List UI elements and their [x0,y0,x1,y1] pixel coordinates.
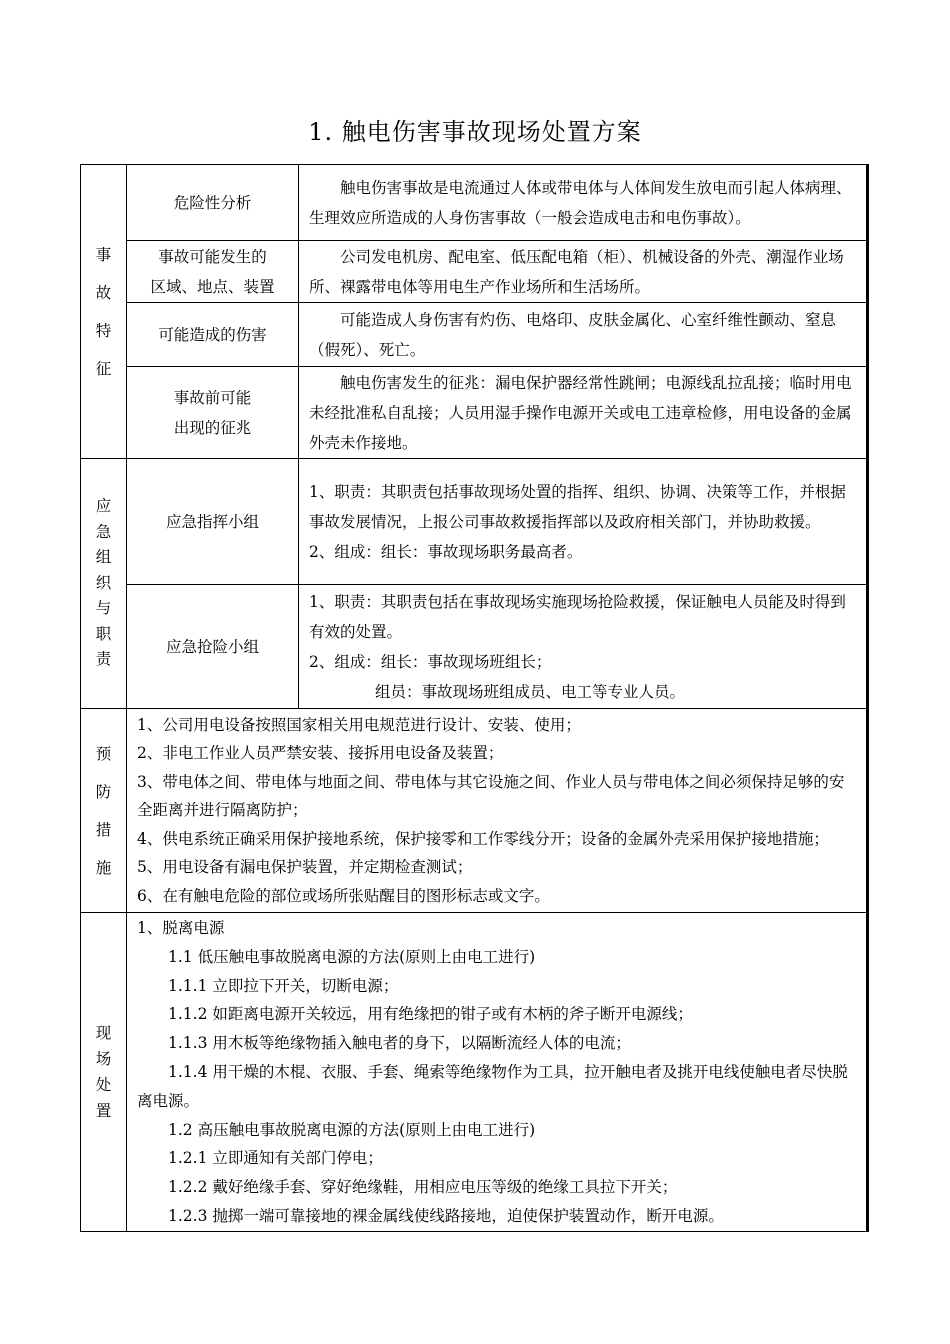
table-row [81,585,868,709]
table-row [81,459,868,585]
row-content [299,585,868,709]
members-text: 2、组成：组长：事故现场班组长； [309,652,552,671]
row-label: 危险性分析 [127,165,299,241]
list-item: 1.1.3 用木板等绝缘物插入触电者的身下，以隔断流经人体的电流； [168,1034,631,1053]
table-row [81,165,868,241]
onsite-steps [137,914,856,1231]
command-group-block [309,477,856,567]
list-item: 1.2.2 戴好绝缘手套、穿好绝缘鞋，用相应电压等级的绝缘工具拉下开关； [168,1178,678,1197]
category-prevention [81,709,127,913]
list-item: 1.1.4 用干燥的木棍、衣服、手套、绳索等绝缘物作为工具，拉开触电者及挑开电线使触电者尽快脱离电源。 [137,1062,848,1110]
list-item: 1.1.1 立即拉下开关，切断电源； [168,976,399,995]
label-line: 区域、地点、装置 [150,277,275,296]
rescue-group-block [309,587,856,707]
possible-harm-text: 可能造成人身伤害有灼伤、电烙印、皮肤金属化、心室纤维性颤动、窒息（假死）、死亡。 [309,310,837,359]
row-label [127,241,299,303]
category-label: 事故特征 [95,245,112,378]
prevention-list [137,711,856,911]
row-label: 应急抢险小组 [127,585,299,709]
page-title: 1. 触电伤害事故现场处置方案 [308,118,642,146]
label-line: 事故可能发生的 [158,247,267,266]
row-content [299,241,868,303]
list-item: 2、非电工作业人员严禁安装、接拆用电设备及装置； [137,744,504,763]
section-heading: 1、脱离电源 [137,919,225,937]
category-emergency-org [81,459,127,709]
row-content [299,367,868,459]
row-content [299,165,868,241]
list-item: 1.1.2 如距离电源开关较远，用有绝缘把的钳子或有木柄的斧子断开电源线； [168,1005,693,1024]
members-text: 组员：事故现场班组成员、电工等专业人员。 [375,682,686,701]
hazard-analysis-text: 触电伤害事故是电流通过人体或带电体与人体间发生放电而引起人体病理、生理效应所造成的人身伤害事故（一般会造成电击和电伤事故）。 [309,178,852,227]
list-item: 5、用电设备有漏电保护装置，并定期检查测试； [137,858,473,877]
list-item: 3、带电体之间、带电体与地面之间、带电体与其它设施之间、作业人员与带电体之间必须保持足够的安全距离并进行隔离防护； [137,772,845,820]
category-label: 预防措施 [95,744,112,877]
emergency-plan-table [80,164,869,1232]
row-content [299,303,868,367]
prevention-content [127,709,868,913]
category-label: 应急组织与职责 [95,497,112,669]
row-label: 可能造成的伤害 [127,303,299,367]
list-item: 6、在有触电危险的部位或场所张贴醒目的图形标志或文字。 [137,886,550,905]
list-item: 1、公司用电设备按照国家相关用电规范进行设计、安装、使用； [137,715,581,734]
duty-text: 1、职责：其职责包括事故现场处置的指挥、组织、协调、决策等工作，并根据事故发展情况，上报公司事故救援指挥部以及政府相关部门，并协助救援。 [309,482,846,531]
category-onsite [81,913,127,1232]
table-row [81,367,868,459]
label-line: 出现的征兆 [173,418,252,437]
table-row [81,303,868,367]
onsite-content [127,913,868,1232]
list-item: 4、供电系统正确采用保护接地系统，保护接零和工作零线分开；设备的金属外壳采用保护接地措施； [137,829,829,848]
duty-text: 1、职责：其职责包括在事故现场实施现场抢险救援，保证触电人员能及时得到有效的处置。 [309,592,846,641]
possible-area-text: 公司发电机房、配电室、低压配电箱（柜）、机械设备的外壳、潮湿作业场所、裸露带电体等用电生产作业场所和生活场所。 [309,247,844,296]
row-content [299,459,868,585]
members-text: 2、组成：组长：事故现场职务最高者。 [309,542,583,561]
list-item: 1.2.3 抛掷一端可靠接地的裸金属线使线路接地，迫使保护装置动作，断开电源。 [168,1206,724,1225]
table-row [81,241,868,303]
warning-signs-text: 触电伤害发生的征兆：漏电保护器经常性跳闸；电源线乱拉乱接；临时用电未经批准私自乱接；人员用湿手操作电源开关或电工违章检修，用电设备的金属外壳未作接地。 [309,373,852,452]
row-label [127,367,299,459]
table-row [81,913,868,1232]
table-row [81,709,868,913]
category-accident-features [81,165,127,459]
category-label: 现场处置 [95,1023,112,1120]
label-line: 事故前可能 [173,388,252,407]
row-label: 应急指挥小组 [127,459,299,585]
subsection-title: 1.2 高压触电事故脱离电源的方法(原则上由电工进行) [168,1120,536,1139]
list-item: 1.2.1 立即通知有关部门停电； [168,1149,383,1168]
subsection-title: 1.1 低压触电事故脱离电源的方法(原则上由电工进行) [168,947,536,966]
